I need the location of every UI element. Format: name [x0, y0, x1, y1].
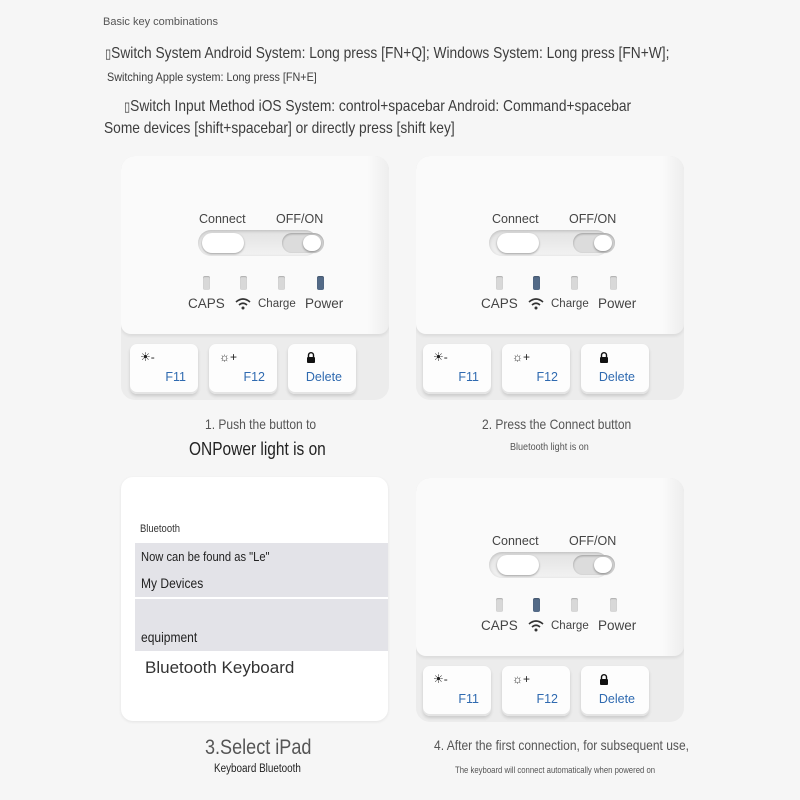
charge-led [571, 598, 578, 612]
connect-button[interactable] [202, 233, 244, 253]
lock-icon [599, 352, 609, 363]
input-method-text: Switch Input Method iOS System: control+spacebar Android: Command+spacebar [130, 98, 632, 115]
charge-led [571, 276, 578, 290]
charge-label: Charge [258, 298, 296, 310]
brightness-up-icon: ☼+ [219, 350, 238, 364]
offon-label: OFF/ON [569, 534, 617, 548]
step2-caption: 2. Press the Connect button [482, 416, 632, 432]
input-method-line [124, 98, 631, 116]
power-label: Power [305, 296, 344, 311]
switch-apple-line: Switching Apple system: Long press [FN+E] [107, 70, 317, 84]
wifi-icon [235, 298, 251, 310]
connect-button[interactable] [497, 555, 539, 575]
discoverable-text: Now can be found as "Le" [141, 549, 270, 564]
keyboard-panel-step2 [416, 156, 684, 400]
wifi-icon [528, 620, 544, 632]
key-delete-label: Delete [598, 692, 635, 706]
key-f11[interactable] [423, 344, 491, 394]
step1-caption-bold: ONPower light is on [189, 439, 326, 459]
key-f12[interactable] [209, 344, 277, 394]
charge-led [278, 276, 285, 290]
bluetooth-led [240, 276, 247, 290]
caps-led [203, 276, 210, 290]
caps-led [496, 276, 503, 290]
power-toggle[interactable] [573, 233, 615, 253]
power-label: Power [598, 296, 637, 311]
key-f12-label: F12 [536, 692, 558, 706]
key-delete[interactable] [581, 344, 649, 394]
equipment-heading: equipment [141, 629, 198, 645]
bluetooth-header: Bluetooth [140, 523, 180, 535]
connect-label: Connect [199, 212, 246, 226]
switch-system-text: Switch System Android System: Long press [FN+Q]; Windows System: Long press [FN+W]; [111, 45, 670, 62]
lock-icon [306, 352, 316, 363]
switch-track [489, 552, 609, 578]
key-f11[interactable] [130, 344, 198, 394]
power-led [610, 598, 617, 612]
step4-caption: 4. After the first connection, for subsequent use, [434, 737, 690, 753]
wifi-icon [528, 298, 544, 310]
step4-caption-small: The keyboard will connect automatically when powered on [455, 765, 656, 775]
input-method-line-2: Some devices [shift+spacebar] or directly press [shift key] [104, 120, 455, 137]
key-delete-label: Delete [598, 370, 635, 384]
lock-icon [599, 674, 609, 685]
caps-label: CAPS [481, 618, 518, 633]
key-f11-label: F11 [458, 692, 479, 706]
charge-label: Charge [551, 620, 589, 632]
caps-label: CAPS [188, 296, 225, 311]
key-f12-label: F12 [243, 370, 265, 384]
key-f12[interactable] [502, 666, 570, 716]
key-f11-label: F11 [165, 370, 186, 384]
brightness-up-icon: ☼+ [512, 350, 531, 364]
bluetooth-keyboard-device[interactable]: Bluetooth Keyboard [145, 658, 295, 677]
key-delete[interactable] [288, 344, 356, 394]
step1-caption: 1. Push the button to [205, 416, 317, 432]
bluetooth-led [533, 276, 540, 290]
bracket-glyph-icon: ▯ [124, 99, 131, 114]
switch-track [198, 230, 318, 256]
connect-button[interactable] [497, 233, 539, 253]
power-toggle[interactable] [282, 233, 324, 253]
brightness-down-icon: ☀- [433, 350, 448, 364]
power-led [317, 276, 324, 290]
key-delete[interactable] [581, 666, 649, 716]
charge-label: Charge [551, 298, 589, 310]
my-devices-heading: My Devices [141, 575, 204, 591]
power-led [610, 276, 617, 290]
keyboard-panel-step4 [416, 478, 684, 722]
brightness-down-icon: ☀- [433, 672, 448, 686]
connect-label: Connect [492, 212, 539, 226]
power-label: Power [598, 618, 637, 633]
caps-label: CAPS [481, 296, 518, 311]
offon-label: OFF/ON [569, 212, 617, 226]
switch-track [489, 230, 609, 256]
step3-caption: 3.Select iPad [205, 736, 312, 759]
switch-system-line [105, 45, 669, 63]
brightness-up-icon: ☼+ [512, 672, 531, 686]
key-f12-label: F12 [536, 370, 558, 384]
key-delete-label: Delete [305, 370, 342, 384]
power-toggle[interactable] [573, 555, 615, 575]
key-f12[interactable] [502, 344, 570, 394]
keyboard-panel-step1 [121, 156, 389, 400]
step2-caption-small: Bluetooth light is on [510, 441, 589, 453]
step3-caption-small: Keyboard Bluetooth [214, 763, 301, 775]
key-f11-label: F11 [458, 370, 479, 384]
brightness-down-icon: ☀- [140, 350, 155, 364]
offon-label: OFF/ON [276, 212, 324, 226]
bracket-glyph-icon: ▯ [105, 46, 112, 61]
caps-led [496, 598, 503, 612]
connect-label: Connect [492, 534, 539, 548]
bluetooth-led [533, 598, 540, 612]
bluetooth-settings-panel [121, 477, 388, 721]
key-f11[interactable] [423, 666, 491, 716]
page-title: Basic key combinations [103, 16, 218, 28]
